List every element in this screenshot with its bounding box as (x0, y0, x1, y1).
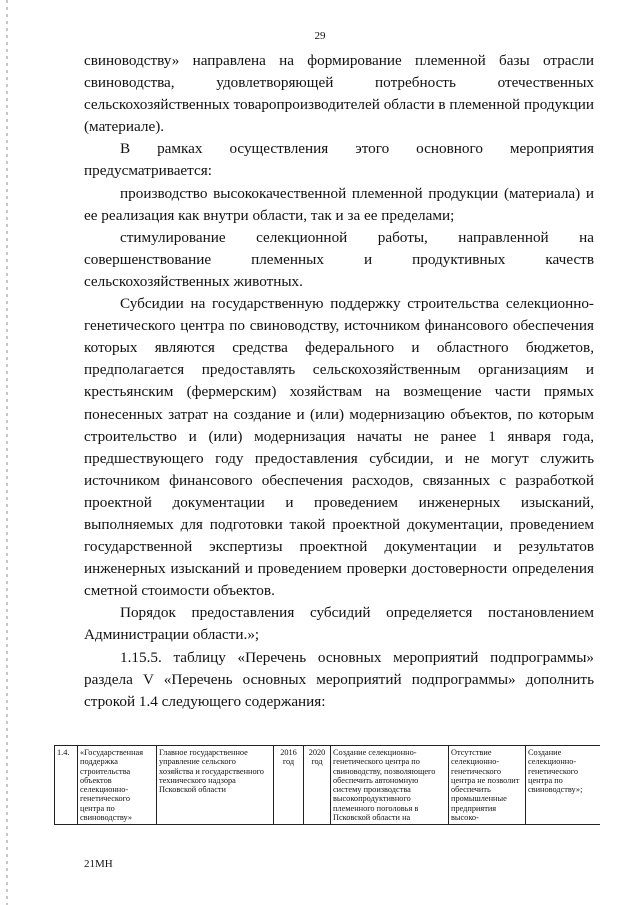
paragraph: свиноводству» направлена на формирование племенной базы отрасли свиноводства, удовлетворяющей потребность отечественных сельскохозяйственных товаропроизводителей области в племенной продукции (материале). (84, 52, 594, 136)
document-body (84, 50, 594, 713)
consequences-cell: Отсутствие селекционно-генетического центра не позволит обеспечить промышленные предприятия высоко- (449, 746, 526, 825)
executor-cell: Главное государственное управление сельского хозяйства и государственного технического надзора Псковской области (157, 746, 274, 825)
paragraph: стимулирование селекционной работы, направленной на совершенствование племенных и продуктивных качеств сельскохозяйственных животных. (84, 228, 594, 290)
paragraph: 1.15.5. таблицу «Перечень основных мероприятий подпрограммы» раздела V «Перечень основных мероприятий подпрограммы» дополнить строкой 1.4 следующего содержания: (84, 648, 594, 710)
paragraph: В рамках осуществления этого основного мероприятия предусматривается: (84, 140, 594, 180)
paragraph: Субсидии на государственную поддержку строительства селекционно-генетического центра по свиноводству, источником финансового обеспечения которых являются средства федерального и областного бюджетов, предполагается предоставлять сельскохозяйственным организациям и крестьянским (фермерским) хозяйствам на возмещение части прямых понесенных затрат на создание и (или) модернизацию объектов, по которым строительство и (или) модернизация начаты не ранее 1 января года, предшествующего году предоставления субсидии, и не могут служить источником финансового обеспечения расходов, связанных с разработкой проектной документации и проведением инженерных изысканий, выполняемых для подготовки такой проектной документации, проведением государственной экспертизы проектной документации и результатов инженерных изысканий и проведением проверки достоверности определения сметной стоимости объектов. (84, 295, 594, 600)
scan-edge-mark (6, 0, 8, 905)
paragraph: производство высококачественной племенной продукции (материала) и ее реализация как внутри области, так и за ее пределами; (84, 184, 594, 224)
expected-result-cell: Создание селекционно-генетического центра по свиноводству, позволяющего обеспечить автономную систему производства высокопродуктивного племенного поголовья в Псковской области на (331, 746, 449, 825)
table-row (55, 746, 601, 825)
link-cell: Создание селекционно-генетического центра по свиноводству»; (526, 746, 601, 825)
end-year-cell: 2020 год (304, 746, 331, 825)
page-number: 29 (314, 30, 326, 42)
start-year-cell: 2016 год (274, 746, 304, 825)
measure-name-cell: «Государственная поддержка строительства объектов селекционно-генетического центра по свиноводству» (78, 746, 157, 825)
paragraph: Порядок предоставления субсидий определяется постановлением Администрации области.»; (84, 604, 594, 644)
measures-table (54, 745, 600, 844)
row-number-cell: 1.4. (55, 746, 78, 825)
footer-code: 21МН (84, 858, 113, 870)
